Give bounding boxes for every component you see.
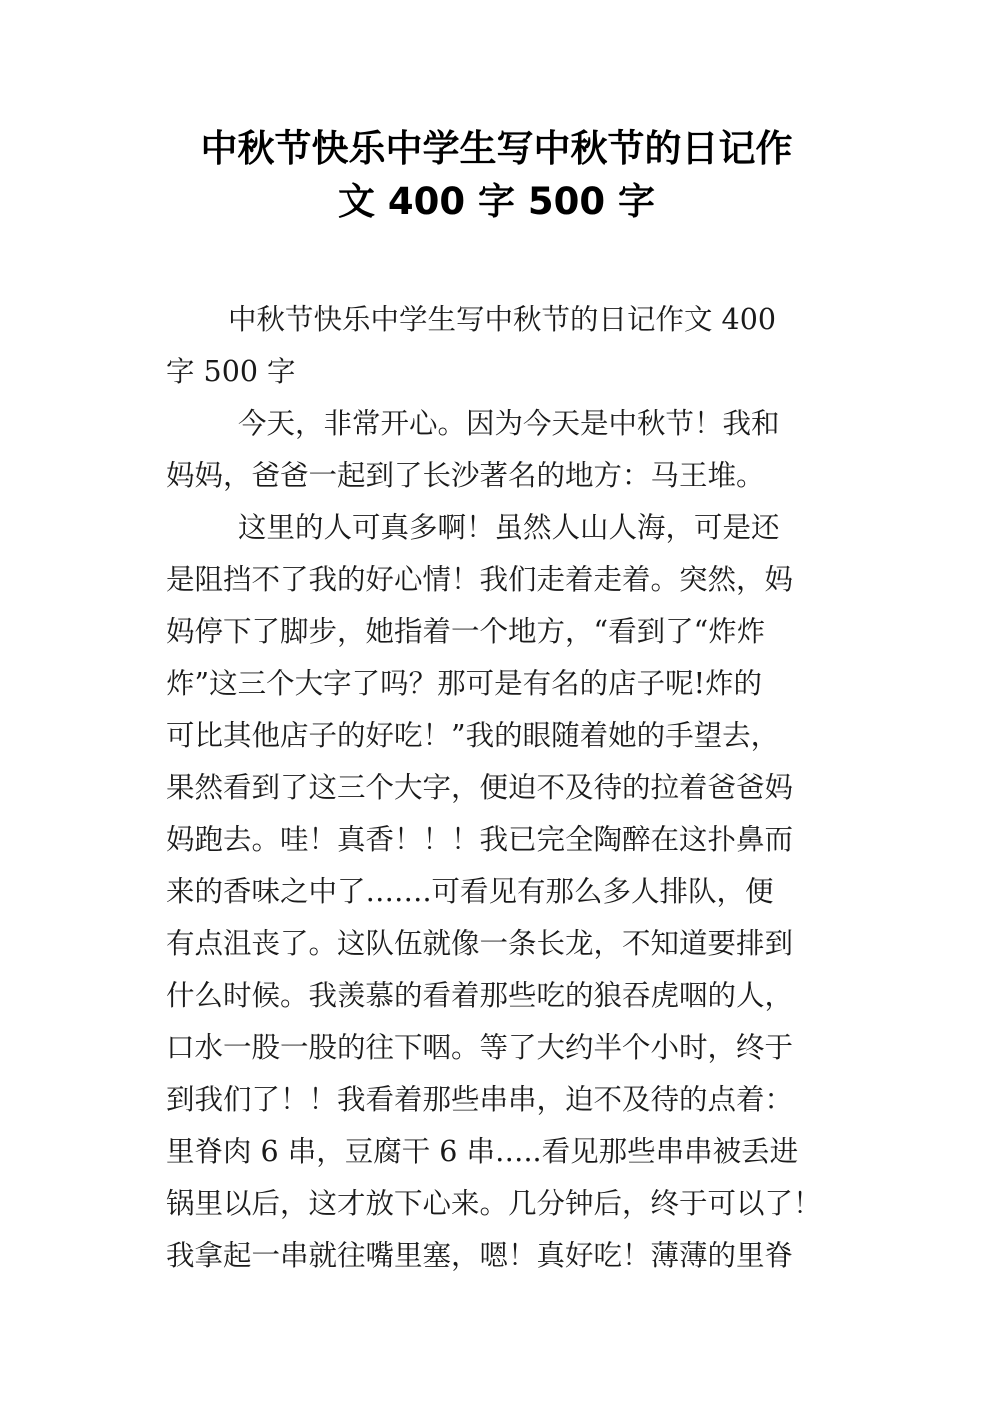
body-text-line: 有点沮丧了。这队伍就像一条长龙，不知道要排到: [166, 927, 794, 960]
body-text-line: 是阻挡不了我的好心情！我们走着走着。突然，妈: [166, 563, 794, 596]
body-text-line: 中秋节快乐中学生写中秋节的日记作文 400: [228, 303, 776, 336]
body-text-line: 什么时候。我羡慕的看着那些吃的狼吞虎咽的人，: [166, 979, 794, 1012]
body-text-line: 我拿起一串就往嘴里塞，嗯！真好吃！薄薄的里脊: [166, 1239, 794, 1272]
body-text-line: 可比其他店子的好吃！”我的眼随着她的手望去，: [166, 719, 780, 752]
body-text-line: 字 500 字: [166, 355, 296, 388]
body-text-line: 果然看到了这三个大字，便迫不及待的拉着爸爸妈: [166, 771, 794, 804]
document-title-line-2: 文 400 字 500 字: [338, 180, 655, 223]
document-title-line-1: 中秋节快乐中学生写中秋节的日记作: [200, 127, 793, 170]
body-text-line: 妈跑去。哇！真香！！！我已完全陶醉在这扑鼻而: [166, 823, 794, 856]
body-text-line: 妈妈，爸爸一起到了长沙著名的地方：马王堆。: [166, 459, 765, 492]
body-text-line: 今天，非常开心。因为今天是中秋节！我和: [238, 407, 780, 440]
body-text-line: 炸”这三个大字了吗？那可是有名的店子呢!炸的: [166, 667, 763, 700]
body-text-line: 锅里以后，这才放下心来。几分钟后，终于可以了！: [166, 1187, 822, 1220]
body-text-line: 这里的人可真多啊！虽然人山人海，可是还: [238, 511, 780, 544]
body-text-line: 来的香味之中了…….可看见有那么多人排队，便: [166, 875, 774, 908]
body-text-line: 妈停下了脚步，她指着一个地方，“看到了“炸炸: [166, 615, 766, 648]
body-text-line: 口水一股一股的往下咽。等了大约半个小时，终于: [166, 1031, 794, 1064]
body-text-line: 到我们了！！我看着那些串串，迫不及待的点着：: [166, 1083, 794, 1116]
body-text-line: 里脊肉 6 串，豆腐干 6 串…..看见那些串串被丢进: [166, 1135, 799, 1168]
